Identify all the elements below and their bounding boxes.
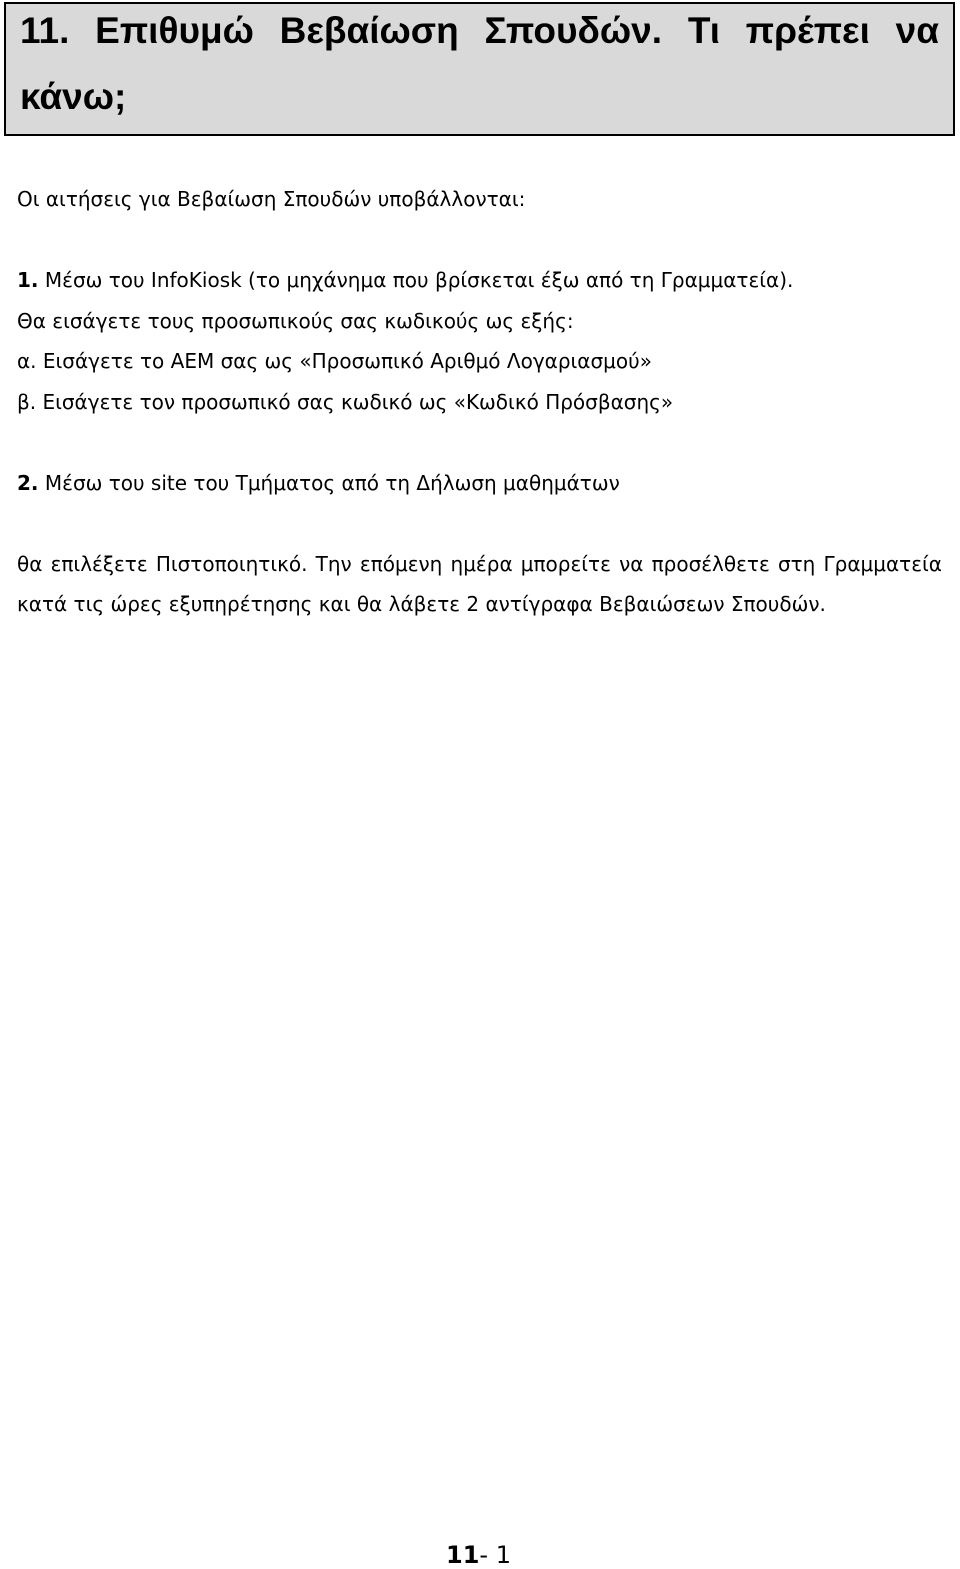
method-2-text: Μέσω του site του Τμήματος από τη Δήλωση μαθημάτων <box>38 471 620 495</box>
paragraph-word: στη <box>777 552 816 576</box>
heading-line-1 <box>20 9 939 53</box>
paragraph-word: μπορείτε <box>520 552 611 576</box>
page-number-page: 1 <box>495 1541 511 1569</box>
heading-word: Τι <box>687 10 721 51</box>
paragraph-word: Την <box>315 552 352 576</box>
heading-line-2: κάνω; <box>20 76 127 117</box>
paragraph-word: προσέλθετε <box>651 552 770 576</box>
method-1-number: 1. <box>17 268 39 292</box>
method-2-line <box>17 471 620 495</box>
intro-paragraph: Οι αιτήσεις για Βεβαίωση Σπουδών υποβάλλονται: <box>17 187 526 211</box>
page-number-separator: - <box>479 1541 496 1569</box>
heading-word: Βεβαίωση <box>279 10 459 51</box>
paragraph-word: Γραμματεία <box>823 552 942 576</box>
heading-word: να <box>895 10 939 51</box>
method-1-step-a: α. Εισάγετε το ΑΕΜ σας ως «Προσωπικό Αριθμό Λογαριασμού» <box>17 349 652 373</box>
paragraph-word: να <box>619 552 644 576</box>
method-1-line <box>17 268 793 292</box>
method-1-step-b: β. Εισάγετε τον προσωπικό σας κωδικό ως «Κωδικό Πρόσβασης» <box>17 390 674 414</box>
section-heading <box>4 2 955 136</box>
paragraph-word: ημέρα <box>450 552 513 576</box>
method-1-text: Μέσω του InfoKiosk (το μηχάνημα που βρίσκεται έξω από τη Γραμματεία). <box>38 268 794 292</box>
page-number <box>446 1541 511 1569</box>
page-number-chapter: 11 <box>446 1541 480 1569</box>
method-1-instructions: Θα εισάγετε τους προσωπικούς σας κωδικούς ως εξής: <box>17 309 574 333</box>
heading-word: Σπουδών. <box>484 10 663 51</box>
method-2-paragraph-line-1 <box>17 552 942 576</box>
paragraph-word: Πιστοποιητικό. <box>155 552 308 576</box>
paragraph-word: επιλέξετε <box>50 552 148 576</box>
method-2-number: 2. <box>17 471 39 495</box>
method-2-paragraph-line-2: κατά τις ώρες εξυπηρέτησης και θα λάβετε 2 αντίγραφα Βεβαιώσεων Σπουδών. <box>17 592 826 616</box>
heading-word: Επιθυμώ <box>95 10 254 51</box>
heading-word: 11. <box>20 10 70 51</box>
heading-word: πρέπει <box>745 10 870 51</box>
paragraph-word: θα <box>17 552 43 576</box>
paragraph-word: επόμενη <box>359 552 443 576</box>
